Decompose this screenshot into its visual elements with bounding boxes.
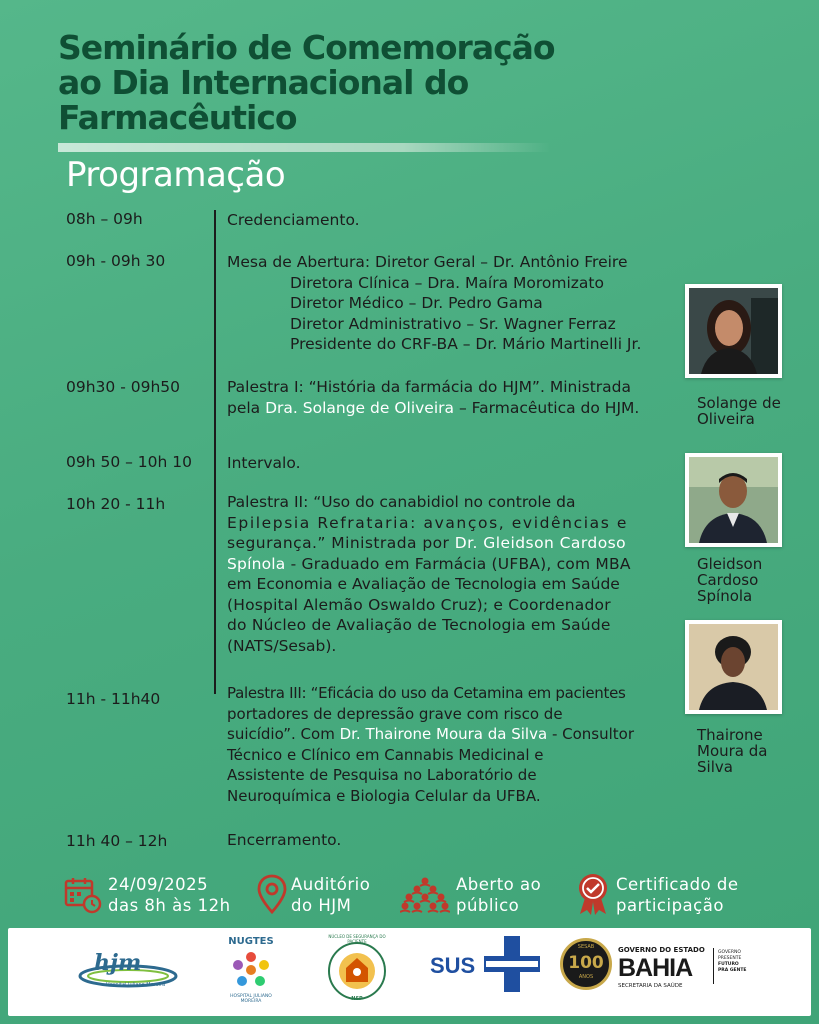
schedule-line: segurança.” Ministrada por — [227, 534, 455, 552]
info-line: do HJM — [291, 896, 352, 915]
schedule-time: 11h 40 – 12h — [66, 832, 168, 850]
schedule-line: Diretor Médico – Dr. Pedro Gama — [290, 294, 543, 312]
schedule-line: Presidente do CRF-BA – Dr. Mário Martinelli Jr. — [290, 335, 642, 353]
schedule-description — [227, 453, 301, 474]
schedule-line: Técnico e Clínico em Cannabis Medicinal e — [227, 745, 544, 764]
schedule-description — [227, 210, 360, 231]
sesab-top: SESAB — [577, 944, 595, 950]
people-circle-icon — [230, 949, 272, 991]
sesab-number: 100 — [568, 953, 604, 973]
info-line: Certificado de — [616, 875, 739, 894]
info-line: Auditório — [291, 875, 371, 894]
partner-logos-bar — [8, 928, 811, 1016]
schedule-time: 11h - 11h40 — [66, 690, 161, 708]
schedule-line: Diretora Clínica – Dra. Maíra Moromizato — [290, 273, 604, 292]
speaker-highlight: Dr. Thairone Moura da Silva — [339, 725, 548, 743]
info-line: público — [456, 896, 520, 915]
schedule-line: Diretor Administrativo – Sr. Wagner Ferraz — [290, 314, 616, 333]
bahia-divider — [713, 948, 714, 984]
tag-line: PRESENTE — [718, 956, 742, 961]
speaker-name-line: Silva — [697, 758, 733, 776]
schedule-line: - Graduado em Farmácia (UFBA), com MBA — [285, 554, 631, 573]
speaker-photo — [685, 453, 782, 547]
schedule-line: Credenciamento. — [227, 211, 360, 229]
schedule-description — [227, 377, 639, 418]
speaker-name-line: Gleidson — [697, 555, 763, 573]
info-line: 24/09/2025 — [108, 875, 209, 894]
nugtes-subtext: HOSPITAL JULIANO MOREIRA — [230, 994, 272, 1004]
speaker-highlight: Dra. Solange de Oliveira — [265, 398, 455, 417]
title-line-2: ao Dia Internacional do — [58, 63, 469, 102]
schedule-line: Palestra III: “Eficácia do uso da Cetamina em pacientes — [227, 684, 626, 702]
schedule-time: 09h30 - 09h50 — [66, 378, 180, 396]
schedule-line: Palestra I: “História da farmácia do HJM”. Ministrada — [227, 378, 631, 396]
speaker-name — [697, 395, 781, 427]
schedule-line: (NATS/Sesab). — [227, 636, 337, 655]
nsp-mark: NSP — [351, 996, 363, 1002]
schedule-line: - Consultor — [547, 725, 634, 743]
schedule-description — [227, 830, 341, 851]
schedule-line: Epilepsia Refrataria: avanços, evidências e — [227, 513, 629, 532]
sesab-100-logo — [560, 938, 612, 990]
sus-cross-icon — [484, 936, 540, 992]
person-silhouette-icon — [689, 624, 778, 710]
timeline-tick — [214, 686, 216, 694]
hjm-mark: hjm — [94, 950, 142, 976]
schedule-line: Intervalo. — [227, 454, 301, 472]
info-line: Aberto ao — [456, 875, 542, 894]
speaker-photo — [685, 284, 782, 378]
bahia-mark: BAHIA — [618, 954, 693, 982]
speaker-highlight: Spínola — [227, 554, 286, 573]
schedule-line: Encerramento. — [227, 831, 342, 849]
certificate-badge-icon — [576, 872, 610, 916]
speaker-name — [697, 727, 767, 775]
title-line-1: Seminário de Comemoração — [58, 28, 555, 67]
schedule-line: suicídio”. Com — [227, 725, 340, 743]
title-line-3: Farmacêutico — [58, 98, 297, 137]
schedule-line: pela — [227, 398, 266, 417]
timeline-line — [214, 210, 216, 694]
schedule-line: – Farmacêutica do HJM. — [454, 398, 640, 417]
schedule-line: em Economia e Avaliação de Tecnologia em Saúde — [227, 575, 620, 593]
schedule-description — [227, 683, 634, 806]
schedule-line: Palestra II: “Uso do canabidiol no controle da — [227, 493, 576, 511]
schedule-line: do Núcleo de Avaliação de Tecnologia em Saúde — [227, 616, 611, 634]
info-location — [291, 874, 370, 916]
schedule-line: Neuroquímica e Biologia Celular da UFBA. — [227, 786, 541, 805]
schedule-line: (Hospital Alemão Oswaldo Cruz); e Coordenador — [227, 595, 611, 614]
calendar-clock-icon — [64, 876, 102, 914]
speaker-photo — [685, 620, 782, 714]
info-date — [108, 874, 231, 916]
speaker-name — [697, 556, 762, 604]
tag-line: GOVERNO — [718, 950, 741, 955]
schedule-time: 08h – 09h — [66, 210, 143, 228]
audience-icon — [400, 876, 450, 914]
speaker-name-line: Solange de — [697, 394, 781, 412]
person-silhouette-icon — [689, 288, 778, 374]
schedule-description — [227, 252, 641, 355]
schedule-line: Assistente de Pesquisa no Laboratório de — [227, 766, 537, 784]
nugtes-logo — [220, 936, 282, 1008]
bahia-tagline — [718, 950, 758, 974]
speaker-name-line: Oliveira — [697, 410, 755, 428]
person-silhouette-icon — [689, 457, 778, 543]
event-title — [58, 30, 658, 135]
sus-mark: SUS — [430, 953, 476, 978]
schedule-time: 10h 20 - 11h — [66, 495, 166, 513]
schedule-time: 09h 50 – 10h 10 — [66, 453, 192, 471]
bahia-line1: GOVERNO DO ESTADO — [618, 946, 705, 954]
speaker-name-line: Spínola — [697, 587, 753, 605]
schedule-line: Mesa de Abertura: Diretor Geral – Dr. Antônio Freire — [227, 253, 628, 271]
schedule-description — [227, 492, 631, 656]
speaker-name-line: Moura da — [697, 742, 768, 760]
nsp-logo — [326, 936, 388, 1006]
speaker-highlight: Dr. Gleidson Cardoso — [454, 534, 627, 552]
speaker-name-line: Cardoso — [697, 571, 759, 589]
hjm-logo — [76, 946, 186, 996]
info-line: participação — [616, 896, 724, 915]
sesab-bottom: ANOS — [578, 974, 594, 980]
speaker-name-line: Thairone — [697, 726, 763, 744]
location-pin-icon — [257, 874, 287, 914]
schedule-line: portadores de depressão grave com risco de — [227, 704, 563, 723]
hjm-subtext: Hospital Juliano Moreira — [106, 982, 166, 988]
nugtes-mark: NUGTES — [228, 936, 274, 947]
tag-line: FUTURO — [718, 962, 739, 967]
bahia-line2: SECRETARIA DA SAÚDE — [618, 983, 683, 989]
sus-logo — [430, 936, 542, 992]
tag-line: PRA GENTE — [718, 968, 747, 973]
nsp-ring-text: NÚCLEO DE SEGURANÇA DO PACIENTE — [328, 934, 386, 944]
info-certificate — [616, 874, 739, 916]
info-access — [456, 874, 541, 916]
program-heading: Programação — [66, 155, 286, 195]
info-line: das 8h às 12h — [108, 896, 231, 915]
schedule-time: 09h - 09h 30 — [66, 252, 166, 270]
title-divider — [58, 143, 550, 152]
bahia-logo — [618, 946, 718, 996]
